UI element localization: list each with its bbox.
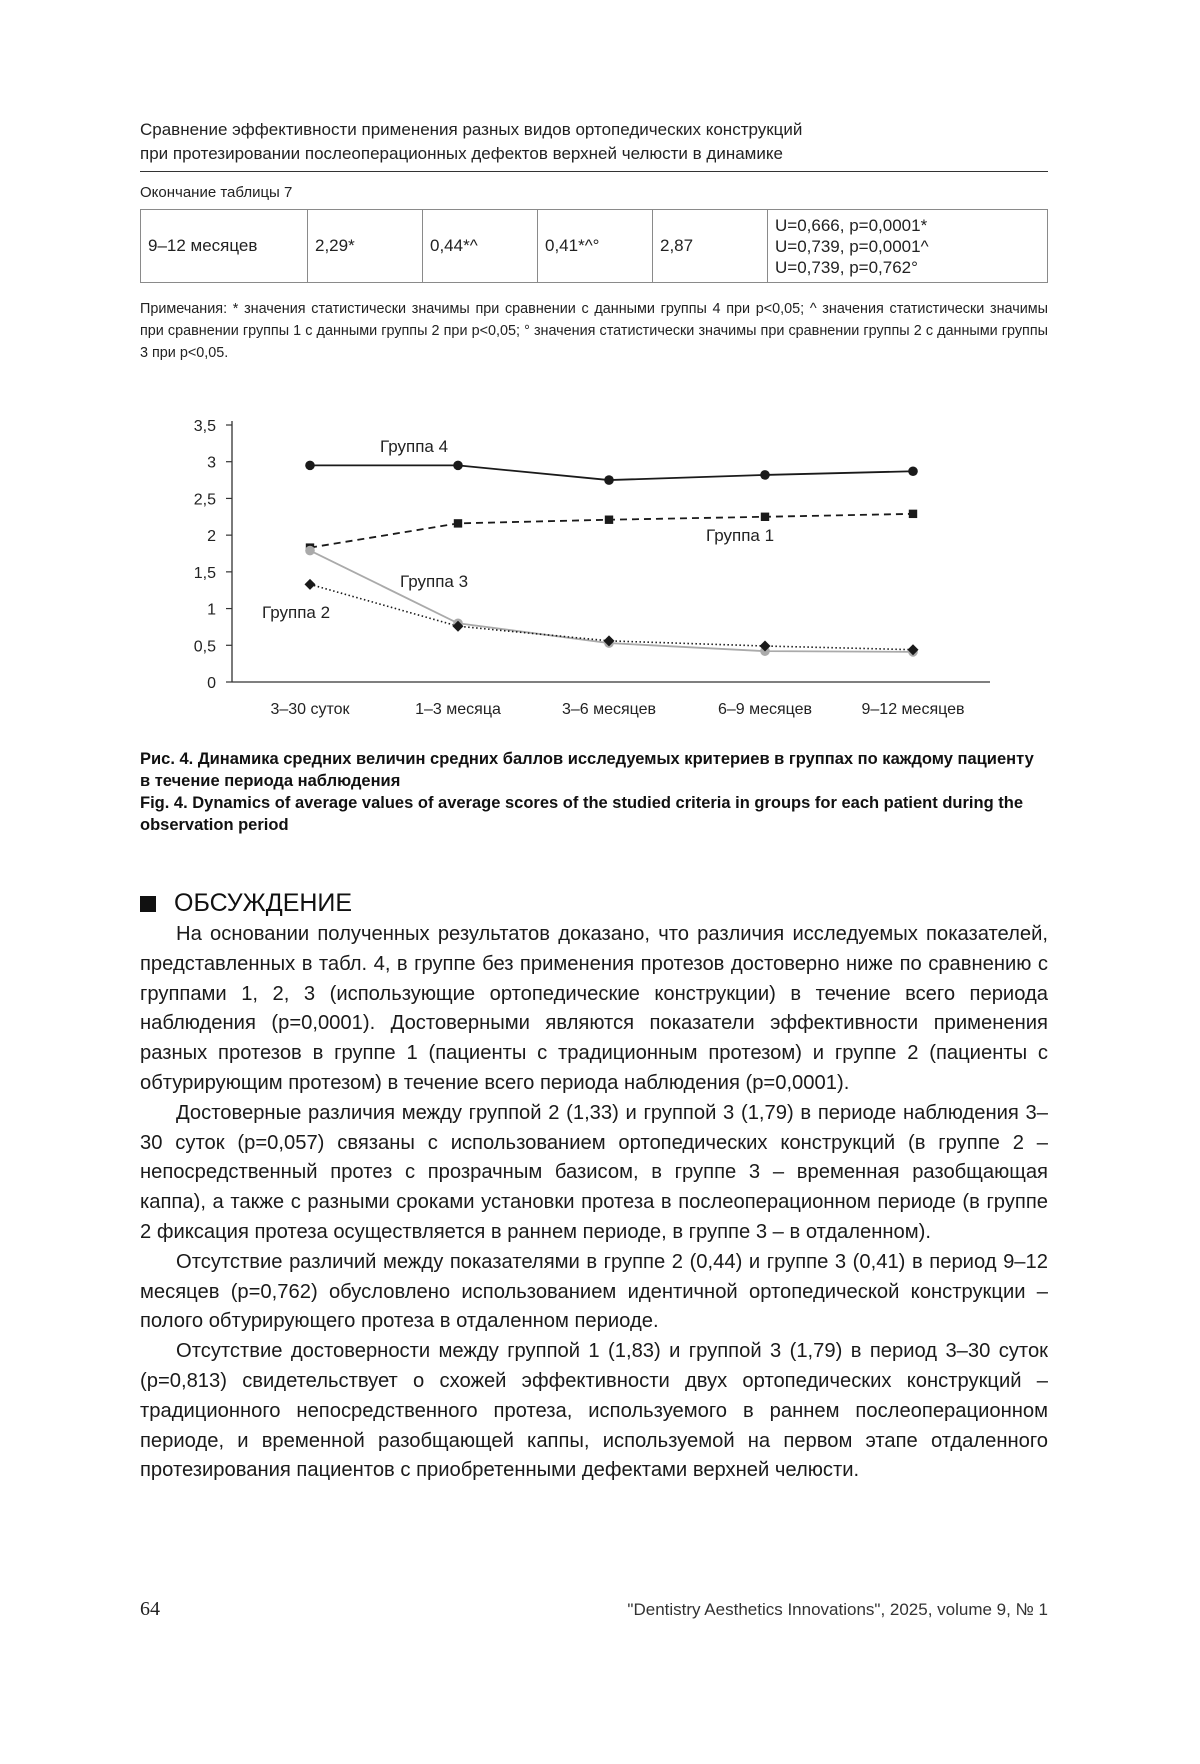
figure-caption	[140, 748, 1048, 836]
data-point-square	[605, 516, 613, 524]
x-tick-label: 9–12 месяцев	[861, 701, 965, 718]
table-cell-group-1: 2,29*	[308, 210, 423, 283]
data-point-circle	[453, 461, 463, 471]
running-head	[140, 118, 1048, 172]
paragraph: Достоверные различия между группой 2 (1,33) и группой 3 (1,79) в периоде наблюдения 3–30 суток (p=0,057) связаны с использованием ортопедических конструкций (в группе 2 – непосредственный протез с прозрачным базисом, в группе 3 – временная разобщающая каппа), а также с разными сроками установки протеза в послеоперационном периоде (в группе 2 фиксация протеза осуществляется в раннем периоде, в группе 3 – в отдаленном).	[140, 1101, 1048, 1243]
body-text	[140, 920, 1048, 1486]
table-cell-group-2: 0,44*^	[423, 210, 538, 283]
data-point-square	[909, 510, 917, 518]
data-point-circle	[760, 470, 770, 480]
data-point-square	[454, 519, 462, 527]
statistic-line: U=0,739, p=0,762°	[775, 257, 918, 277]
data-point-circle	[908, 466, 918, 476]
running-head-line-1: Сравнение эффективности применения разных видов ортопедических конструкций	[140, 120, 803, 139]
square-bullet-icon	[140, 896, 156, 912]
results-table	[140, 209, 1048, 283]
y-tick-label: 1,5	[193, 564, 216, 582]
table-cell-group-3: 0,41*^°	[538, 210, 653, 283]
table-notes: Примечания: * значения статистически значимы при сравнении с данными группы 4 при p<0,05; ^ значения статистически значимы при сравнении группы 1 с данными группы 2 при p<0,05; ° значения статистически значимы при сравнении группы 2 с данными группы 3 при p<0,05.	[140, 301, 1048, 361]
x-tick-label: 6–9 месяцев	[717, 701, 813, 718]
data-point-circle	[604, 475, 614, 485]
y-tick-label: 3	[207, 454, 216, 472]
figure-caption-en: Fig. 4. Dynamics of average values of average scores of the studied criteria in groups for each patient during the observation period	[140, 794, 1023, 834]
statistic-line: U=0,739, p=0,0001^	[775, 236, 929, 256]
page-number: 64	[140, 1598, 160, 1620]
y-tick-label: 0,5	[193, 638, 216, 656]
section-heading-text: ОБСУЖДЕНИЕ	[174, 889, 353, 917]
y-tick-label: 3,5	[193, 418, 216, 435]
y-tick-label: 2,5	[193, 491, 216, 509]
x-tick-label: 3–30 суток	[270, 701, 350, 718]
data-point-diamond	[305, 579, 316, 590]
chart-series-markers	[305, 461, 919, 657]
line-chart	[0, 400, 1200, 740]
data-point-circle	[305, 546, 315, 556]
chart-series-lines	[310, 465, 913, 652]
data-point-circle	[305, 461, 315, 471]
journal-footer: "Dentistry Aesthetics Innovations", 2025, volume 9, № 1	[627, 1600, 1048, 1619]
table-cell-group-4: 2,87	[653, 210, 768, 283]
x-tick-label: 3–6 месяцев	[561, 701, 657, 718]
series-label: Группа 4	[380, 437, 449, 456]
y-tick-label: 0	[207, 675, 216, 692]
paragraph: Отсутствие достоверности между группой 1 (1,83) и группой 3 (1,79) в период 3–30 суток (p=0,813) свидетельствует о схожей эффективности двух ортопедических конструкций – традиционного непосредственного протеза, используемого в раннем послеоперационном периоде, и временной разобщающей каппы, используемой на первом этапе отдаленного протезирования пациентов с приобретенными дефектами верхней челюсти.	[140, 1340, 1048, 1482]
series-line	[310, 551, 913, 652]
data-point-square	[761, 513, 769, 521]
y-tick-label: 1	[207, 601, 216, 619]
series-label: Группа 3	[400, 572, 469, 591]
running-head-line-2: при протезировании послеоперационных дефектов верхней челюсти в динамике	[140, 144, 783, 163]
figure-caption-ru: Рис. 4. Динамика средних величин средних баллов исследуемых критериев в группах по каждому пациенту в течение периода наблюдения	[140, 750, 1034, 790]
chart-svg	[0, 400, 1200, 740]
table-cell-period: 9–12 месяцев	[141, 210, 308, 283]
series-label: Группа 2	[262, 603, 331, 622]
table-cell-statistics	[768, 210, 1048, 283]
series-label: Группа 1	[706, 526, 775, 545]
table-caption: Окончание таблицы 7	[140, 184, 293, 201]
y-tick-label: 2	[207, 528, 216, 546]
paragraph: Отсутствие различий между показателями в группе 2 (0,44) и группе 3 (0,41) в период 9–12 месяцев (p=0,762) обусловлено использованием идентичной ортопедической конструкции – полого обтурирующего протеза в отдаленном периоде.	[140, 1250, 1048, 1333]
section-heading	[140, 889, 352, 918]
paragraph: На основании полученных результатов доказано, что различия исследуемых показателей, представленных в табл. 4, в группе без применения протезов достоверно ниже по сравнению с группами 1, 2, 3 (использующие ортопедические конструкции) в течение всего периода наблюдения (p=0,0001). Достоверными являются показатели эффективности применения разных протезов в группе 1 (пациенты с традиционным протезом) и группе 2 (пациенты с обтурирующим протезом) в течение всего периода наблюдения (p=0,0001).	[140, 923, 1048, 1094]
table-row	[141, 210, 1048, 283]
statistic-line: U=0,666, p=0,0001*	[775, 215, 928, 235]
x-tick-label: 1–3 месяца	[415, 701, 501, 718]
